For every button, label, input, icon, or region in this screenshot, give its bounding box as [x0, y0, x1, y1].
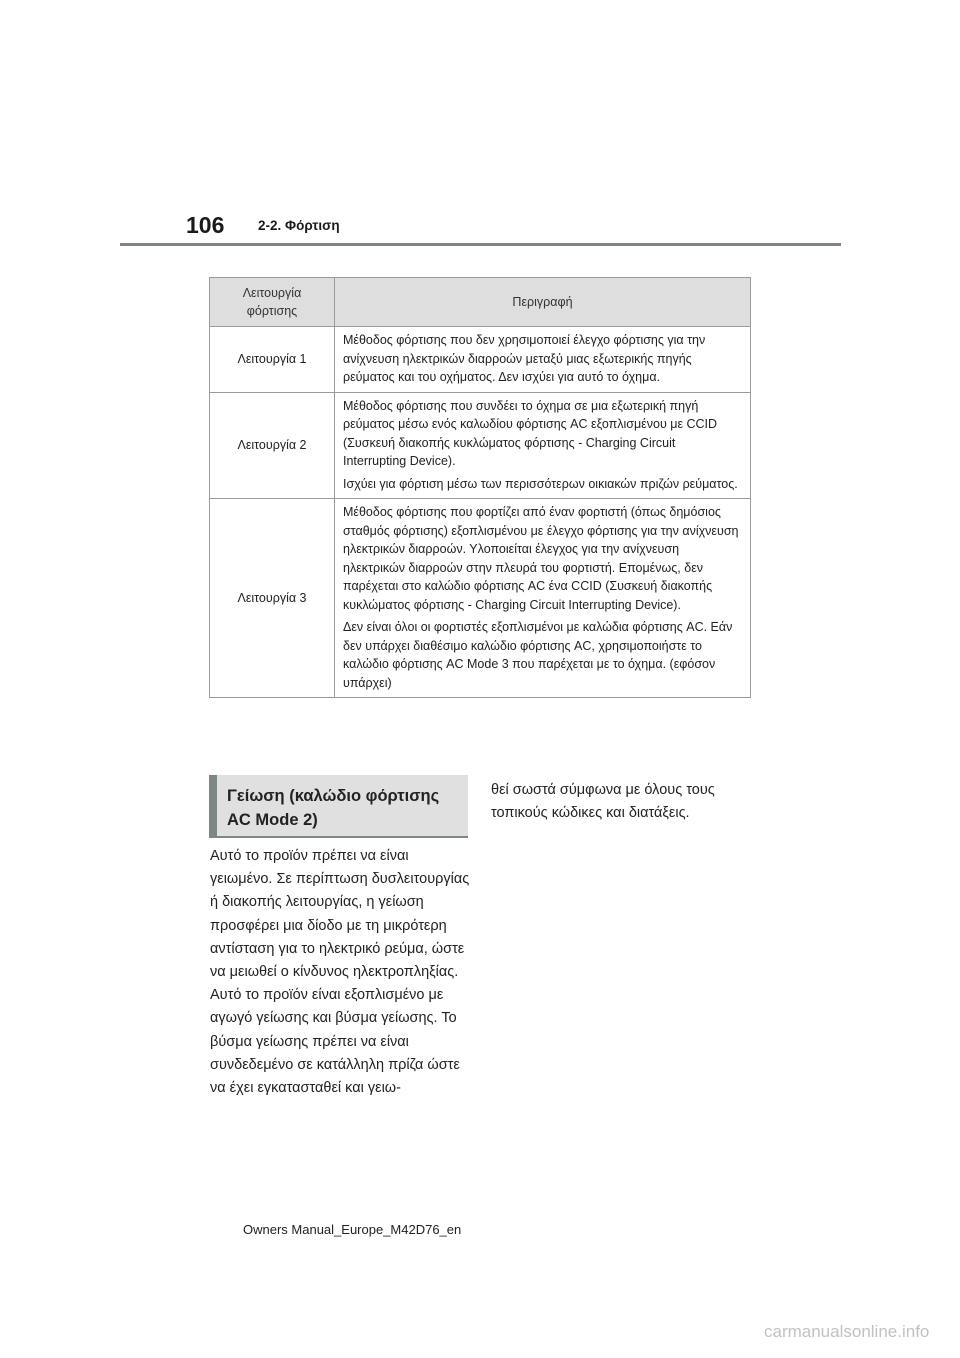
grounding-body-right: θεί σωστά σύμφωνα με όλους τους τοπικούς κώδικες και διατάξεις. [491, 782, 715, 822]
table-row [210, 392, 751, 499]
mode-name: Λειτουργία 1 [210, 327, 335, 393]
page-number: 106 [186, 212, 225, 238]
description-paragraph: Μέθοδος φόρτισης που φορτίζει από έναν φορτιστή (όπως δημόσιος σταθμός φόρτισης) εξοπλισμένου με έλεγχο φόρτισης για την ανίχνευση ηλεκτρικών διαρροών. Υλοποιείται έλεγχος για την ανίχνευση ηλεκτρικών διαρροών στην πλευρά του φορτιστή. Επομένως, δεν παρέχεται στο καλώδιο φόρτισης AC ένα CCID (Συσκευή διακοπής κυκλώματος φόρτισης - Charging Circuit Interrupting Device). [343, 505, 739, 612]
description-paragraph: Μέθοδος φόρτισης που συνδέει το όχημα σε μια εξωτερική πηγή ρεύματος μέσω ενός καλωδίου φόρτισης AC εξοπλισμένου με CCID (Συσκευή διακοπής κυκλώματος φόρτισης - Charging Circuit Interrupting Device). [343, 398, 718, 468]
description-paragraph: Ισχύει για φόρτιση μέσω των περισσότερων οικιακών πριζών ρεύματος. [343, 476, 738, 491]
description-paragraph: Δεν είναι όλοι οι φορτιστές εξοπλισμένοι με καλώδια φόρτισης AC. Εάν δεν υπάρχει διαθέσιμο καλώδιο φόρτισης AC, χρησιμοποιήστε το καλώδιο φόρτισης AC Mode 3 που παρέχεται με το όχημα. (εφόσον υπάρχει) [343, 620, 733, 690]
mode-name: Λειτουργία 2 [210, 392, 335, 499]
mode-name: Λειτουργία 3 [210, 499, 335, 698]
header-rule [120, 243, 841, 246]
charging-modes-table [209, 277, 751, 698]
column-header-mode: Λειτουργία φόρτισης [210, 278, 335, 327]
table-header-row [210, 278, 751, 327]
column-header-description: Περιγραφή [335, 278, 751, 327]
grounding-body-left: Αυτό το προϊόν πρέπει να είναι γειωμένο. Σε περίπτωση δυσλειτουργίας ή διακοπής λειτουργίας, η γείωση προσφέρει μια δίοδο με τη μικρότερη αντίσταση για το ηλεκτρικό ρεύμα, ώστε να μειωθεί ο κίνδυνος ηλεκτροπληξίας. Αυτό το προϊόν είναι εξοπλισμένο με αγωγό γείωσης και βύσμα γείωσης. Το βύσμα γείωσης πρέπει να είναι συνδεδεμένο σε κατάλληλη πρίζα ώστε να έχει εγκατασταθεί και γειω- [210, 848, 470, 1097]
mode-description [335, 499, 751, 698]
footer-text: Owners Manual_Europe_M42D76_en [243, 1222, 462, 1237]
grounding-heading: Γείωση (καλώδιο φόρτισης AC Mode 2) [227, 787, 440, 829]
table-row [210, 327, 751, 393]
description-paragraph: Μέθοδος φόρτισης που δεν χρησιμοποιεί έλεγχο φόρτισης για την ανίχνευση ηλεκτρικών διαρροών μεταξύ μιας εξωτερικής πηγής ρεύματος και του οχήματος. Δεν ισχύει για αυτό το όχημα. [343, 333, 706, 384]
section-title: 2-2. Φόρτιση [258, 218, 340, 233]
mode-description [335, 327, 751, 393]
table-row [210, 499, 751, 698]
grounding-heading-box [209, 775, 468, 838]
watermark: carmanualsonline.info [764, 1322, 930, 1341]
mode-description [335, 392, 751, 499]
